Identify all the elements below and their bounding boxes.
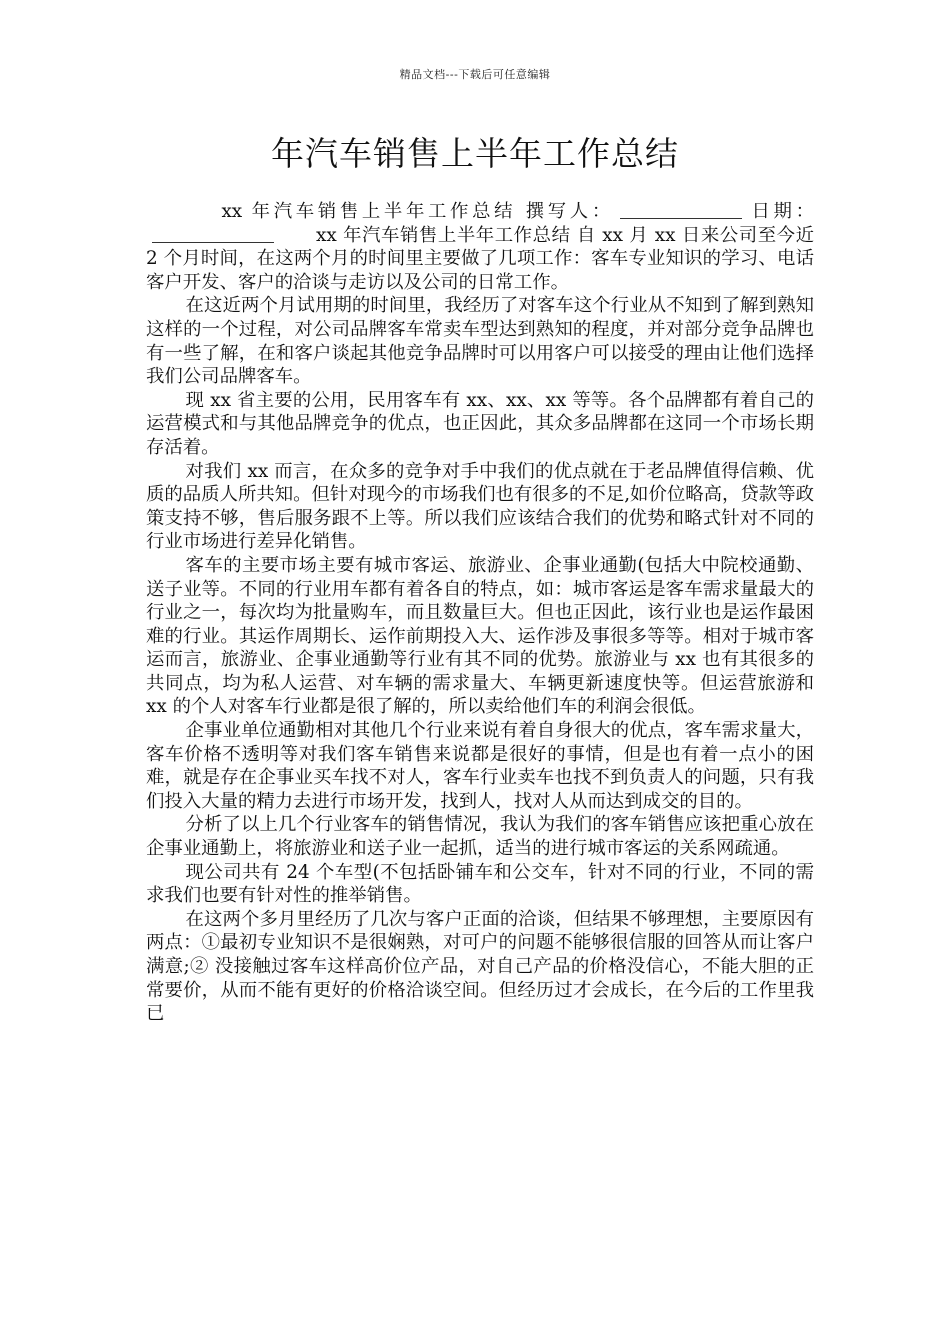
- header-note: 精品文档---下载后可任意编辑: [399, 68, 551, 81]
- intro-lead: xx 年汽车销售上半年工作总结 撰写人：: [221, 201, 614, 222]
- paragraph: 企事业单位通勤相对其他几个行业来说有着自身很大的优点，客车需求量大，客车价格不透明等对我们客车销售来说都是很好的事情，但是也有着一点小的困难，就是存在企事业买车找不对人，客车行业卖车也找不到负责人的问题，只有我们投入大量的精力去进行市场开发，找到人，找对人从而达到成交的目的。: [146, 720, 814, 812]
- paragraph: 客车的主要市场主要有城市客运、旅游业、企事业通勤(包括大中院校通勤、送子业等。不同的行业用车都有着各自的特点，如：城市客运是客车需求量最大的行业之一，每次均为批量购车，而且数量巨大。但也正因此，该行业也是运作最困难的行业。其运作周期长、运作前期投入大、运作涉及事很多等等。相对于城市客运而言，旅游业、企事业通勤等行业有其不同的优势。旅游业与 xx 也有其很多的共同点，均为私人运营、对车辆的需求量大、车辆更新速度快等。但运营旅游和 xx 的个人对客车行业都是很了解的，所以卖给他们车的利润会很低。: [146, 554, 814, 718]
- intro-paragraph: [146, 200, 814, 294]
- intro-rest: xx 年汽车销售上半年工作总结 自 xx 月 xx 日来公司至今近 2 个月时间，在这两个月的时间里主要做了几项工作：客车专业知识的学习、电话客户开发、客户的洽谈与走访以及公司的日常工作。: [146, 224, 814, 293]
- paragraph: 分析了以上几个行业客车的销售情况，我认为我们的客车销售应该把重心放在企事业通勤上，将旅游业和送子业一起抓，适当的进行城市客运的关系网疏通。: [146, 814, 814, 860]
- paragraph: 对我们 xx 而言，在众多的竞争对手中我们的优点就在于老品牌值得信赖、优质的品质人所共知。但针对现今的市场我们也有很多的不足,如价位略高，贷款等政策支持不够，售后服务跟不上等。所以我们应该结合我们的优势和略式针对不同的行业市场进行差异化销售。: [146, 460, 814, 553]
- document-title: 年汽车销售上半年工作总结: [271, 134, 679, 173]
- paragraph: 在这近两个月试用期的时间里，我经历了对客车这个行业从不知到了解到熟知这样的一个过程，对公司品牌客车常卖车型达到熟知的程度，并对部分竞争品牌也有一些了解，在和客户谈起其他竞争品牌时可以用客户可以接受的理由让他们选择我们公司品牌客车。: [146, 295, 814, 388]
- paragraph: 现 xx 省主要的公用，民用客车有 xx、xx、xx 等等。各个品牌都有着自己的运营模式和与其他品牌竞争的优点，也正因此，其众多品牌都在这同一个市场长期存活着。: [146, 389, 814, 458]
- date-blank: [152, 226, 274, 243]
- author-blank: [620, 202, 742, 219]
- paragraph: 现公司共有 24 个车型(不包括卧铺车和公交车，针对不同的行业，不同的需求我们也要有针对性的推举销售。: [146, 861, 814, 907]
- document-body: [146, 200, 814, 1026]
- date-label: 日期：: [747, 201, 814, 222]
- paragraph: 在这两个多月里经历了几次与客户正面的洽谈，但结果不够理想，主要原因有两点：①最初专业知识不是很娴熟，对可户的问题不能够很信服的回答从而让客户满意;② 没接触过客车这样高价位产品，对自己产品的价格没信心，不能大胆的正常要价，从而不能有更好的价格洽谈空间。但经历过才会成长，在今后的工作里我已: [146, 908, 814, 1025]
